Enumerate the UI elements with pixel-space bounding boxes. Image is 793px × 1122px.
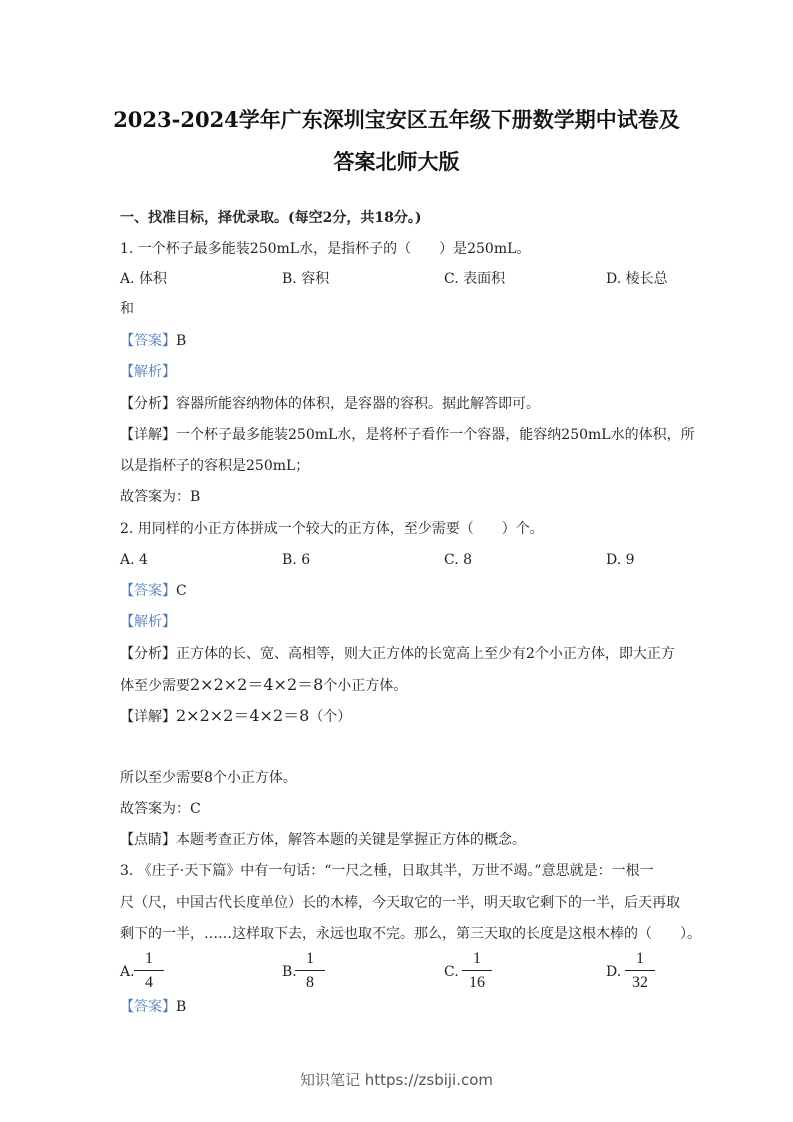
q2-option-d: D. 9 — [606, 552, 635, 568]
fraction-numerator: 1 — [636, 950, 644, 967]
dianjing-text: 本题考查正方体，解答本题的关键是掌握正方体的概念。 — [176, 832, 526, 848]
q3-question-line3: 剩下的一半，……这样取下去，永远也取不完。那么，第三天取的长度是这根木棒的（ ）。 — [120, 926, 701, 942]
q1-option-a: A. 体积 — [120, 271, 168, 287]
fraction-denominator: 8 — [306, 974, 314, 991]
q3-option-d-fraction — [625, 950, 655, 992]
fraction-bar — [625, 970, 655, 971]
q2-option-c: C. 8 — [444, 552, 473, 568]
q3-option-a-fraction — [134, 950, 164, 992]
section-heading: 一、找准目标，择优录取。(每空2分，共18分。) — [120, 210, 422, 226]
q3-question-line1: 3. 《庄子·天下篇》中有一句话：“一尺之棰，日取其半，万世不竭。”意思就是：一根一 — [120, 863, 654, 879]
answer-tag: 【答案】 — [120, 999, 176, 1015]
q2-question: 2. 用同样的小正方体拼成一个较大的正方体，至少需要（ ）个。 — [120, 521, 544, 537]
q1-analysis-tag: 【解析】 — [120, 364, 176, 380]
q1-option-c: C. 表面积 — [444, 271, 506, 287]
q1-answer — [120, 331, 186, 351]
answer-tag: 【答案】 — [120, 333, 176, 349]
q1-final: 故答案为：B — [120, 489, 201, 505]
q3-question-line2: 尺（尺，中国古代长度单位）长的木棒，今天取它的一半，明天取它剩下的一半，后天再取 — [120, 895, 680, 911]
q1-xiangjie-line1 — [120, 425, 695, 445]
fenxi-tag: 【分析】 — [120, 646, 176, 662]
xiangjie-text: 一个杯子最多能装250mL水，是将杯子看作一个容器，能容纳250mL水的体积，所 — [176, 427, 695, 443]
xiangjie-tag: 【详解】 — [120, 427, 176, 443]
fenxi-text-a: 体至少需要 — [120, 678, 190, 694]
fraction-numerator: 1 — [306, 950, 314, 967]
q2-analysis-tag: 【解析】 — [120, 614, 176, 630]
fraction-bar — [295, 970, 325, 971]
fraction-denominator: 4 — [145, 974, 153, 991]
q3-option-b-fraction — [295, 950, 325, 992]
q2-final: 故答案为：C — [120, 801, 201, 817]
q2-xiangjie — [120, 706, 351, 727]
fraction-denominator: 16 — [469, 974, 485, 991]
q2-option-a: A. 4 — [120, 552, 148, 568]
answer-value: B — [176, 333, 187, 349]
q3-option-a-label: A. — [120, 964, 135, 980]
xiangjie-formula: 2×2×2＝4×2＝8 — [176, 706, 310, 725]
q2-answer — [120, 581, 187, 601]
q2-option-b: B. 6 — [282, 552, 311, 568]
fenxi-text-b: 个小正方体。 — [323, 678, 408, 694]
q2-conclusion: 所以至少需要8个小正方体。 — [120, 770, 297, 786]
q3-option-b-label: B. — [282, 964, 297, 980]
dianjing-tag: 【点睛】 — [120, 832, 176, 848]
q1-question: 1. 一个杯子最多能装250mL水，是指杯子的（ ）是250mL。 — [120, 241, 531, 257]
q3-option-c-fraction — [462, 950, 492, 992]
doc-title-line2: 答案北师大版 — [333, 149, 460, 174]
answer-tag: 【答案】 — [120, 583, 176, 599]
q1-xiangjie-line2: 以是指杯子的容积是250mL； — [120, 458, 310, 474]
footer-watermark: 知识笔记 https://zsbiji.com — [299, 1071, 494, 1089]
fenxi-text: 容器所能容纳物体的体积，是容器的容积。据此解答即可。 — [176, 396, 540, 412]
fraction-bar — [134, 970, 164, 971]
fenxi-text: 正方体的长、宽、高相等，则大正方体的长宽高上至少有2个小正方体，即大正方 — [176, 646, 675, 662]
doc-title-line1: 2023-2024学年广东深圳宝安区五年级下册数学期中试卷及 — [113, 107, 680, 132]
fraction-denominator: 32 — [632, 974, 648, 991]
fraction-numerator: 1 — [473, 950, 481, 967]
xiangjie-unit: （个） — [309, 709, 352, 725]
fenxi-formula: 2×2×2＝4×2＝8 — [190, 675, 324, 694]
fraction-bar — [462, 970, 492, 971]
q2-fenxi-line1 — [120, 644, 675, 664]
q1-option-d: D. 棱长总 — [606, 271, 668, 287]
q2-fenxi-line2 — [120, 675, 407, 696]
fraction-numerator: 1 — [145, 950, 153, 967]
answer-value: B — [176, 999, 187, 1015]
q3-option-c-label: C. — [444, 964, 459, 980]
q1-option-b: B. 容积 — [282, 271, 330, 287]
fenxi-tag: 【分析】 — [120, 396, 176, 412]
answer-value: C — [176, 583, 187, 599]
q2-dianjing — [120, 830, 526, 850]
q1-option-wrap: 和 — [120, 301, 134, 317]
q3-option-d-label: D. — [606, 964, 622, 980]
xiangjie-tag: 【详解】 — [120, 709, 176, 725]
q1-fenxi — [120, 394, 540, 414]
q3-answer — [120, 997, 186, 1017]
